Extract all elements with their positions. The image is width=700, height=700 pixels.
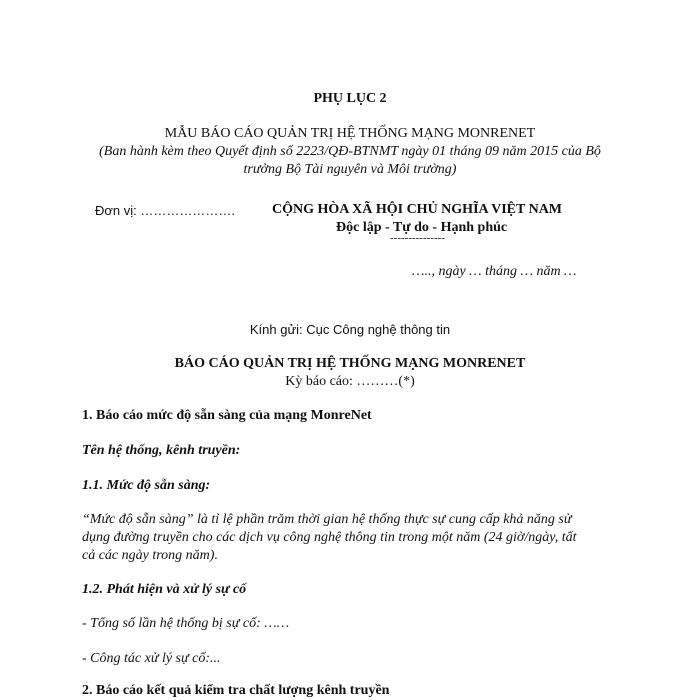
recipient-line: Kính gửi: Cục Công nghệ thông tin: [249, 322, 451, 337]
section-1-heading: 1. Báo cáo mức độ sẵn sàng của mạng MonreNet: [82, 408, 372, 423]
section-2-heading: 2. Báo cáo kết quả kiểm tra chất lượng kênh truyền: [82, 683, 390, 698]
system-label: Tên hệ thống, kênh truyền:: [82, 443, 241, 458]
unit-label: Đơn vị: ………………….: [95, 203, 235, 218]
incident-handling-line: - Công tác xử lý sự cố:...: [82, 651, 221, 666]
issued-note-line-2: trưởng Bộ Tài nguyên và Môi trường): [243, 162, 457, 177]
definition-line-2: dụng đường truyền cho các dịch vụ công nghệ thông tin trong một năm (24 giờ/ngày, tất: [82, 530, 577, 545]
incident-count-line: - Tổng số lần hệ thống bị sự cố: ……: [82, 616, 290, 631]
motto: Độc lập - Tự do - Hạnh phúc: [336, 220, 508, 235]
issued-note-line-1: (Ban hành kèm theo Quyết định số 2223/QĐ-BTNMT ngày 01 tháng 09 năm 2015 của Bộ: [99, 144, 601, 159]
form-title: MẪU BÁO CÁO QUẢN TRỊ HỆ THỐNG MẠNG MONRENET: [164, 126, 536, 141]
country-name: CỘNG HÒA XÃ HỘI CHỦ NGHĨA VIỆT NAM: [272, 202, 563, 217]
subsection-1-1-heading: 1.1. Mức độ sẵn sàng:: [82, 478, 211, 493]
appendix-title: PHỤ LỤC 2: [313, 91, 387, 106]
date-line: ….., ngày … tháng … năm …: [412, 264, 577, 279]
definition-line-3: cả các ngày trong năm).: [82, 548, 218, 563]
report-title: BÁO CÁO QUẢN TRỊ HỆ THỐNG MẠNG MONRENET: [174, 356, 526, 371]
subsection-1-2-heading: 1.2. Phát hiện và xử lý sự cố: [82, 582, 247, 597]
report-period: Kỳ báo cáo: ………(*): [285, 374, 415, 389]
definition-line-1: “Mức độ sẵn sàng” là tỉ lệ phần trăm thời gian hệ thống thực sự cung cấp khả năng sử: [82, 512, 572, 527]
motto-rule: ---------------: [390, 232, 445, 244]
